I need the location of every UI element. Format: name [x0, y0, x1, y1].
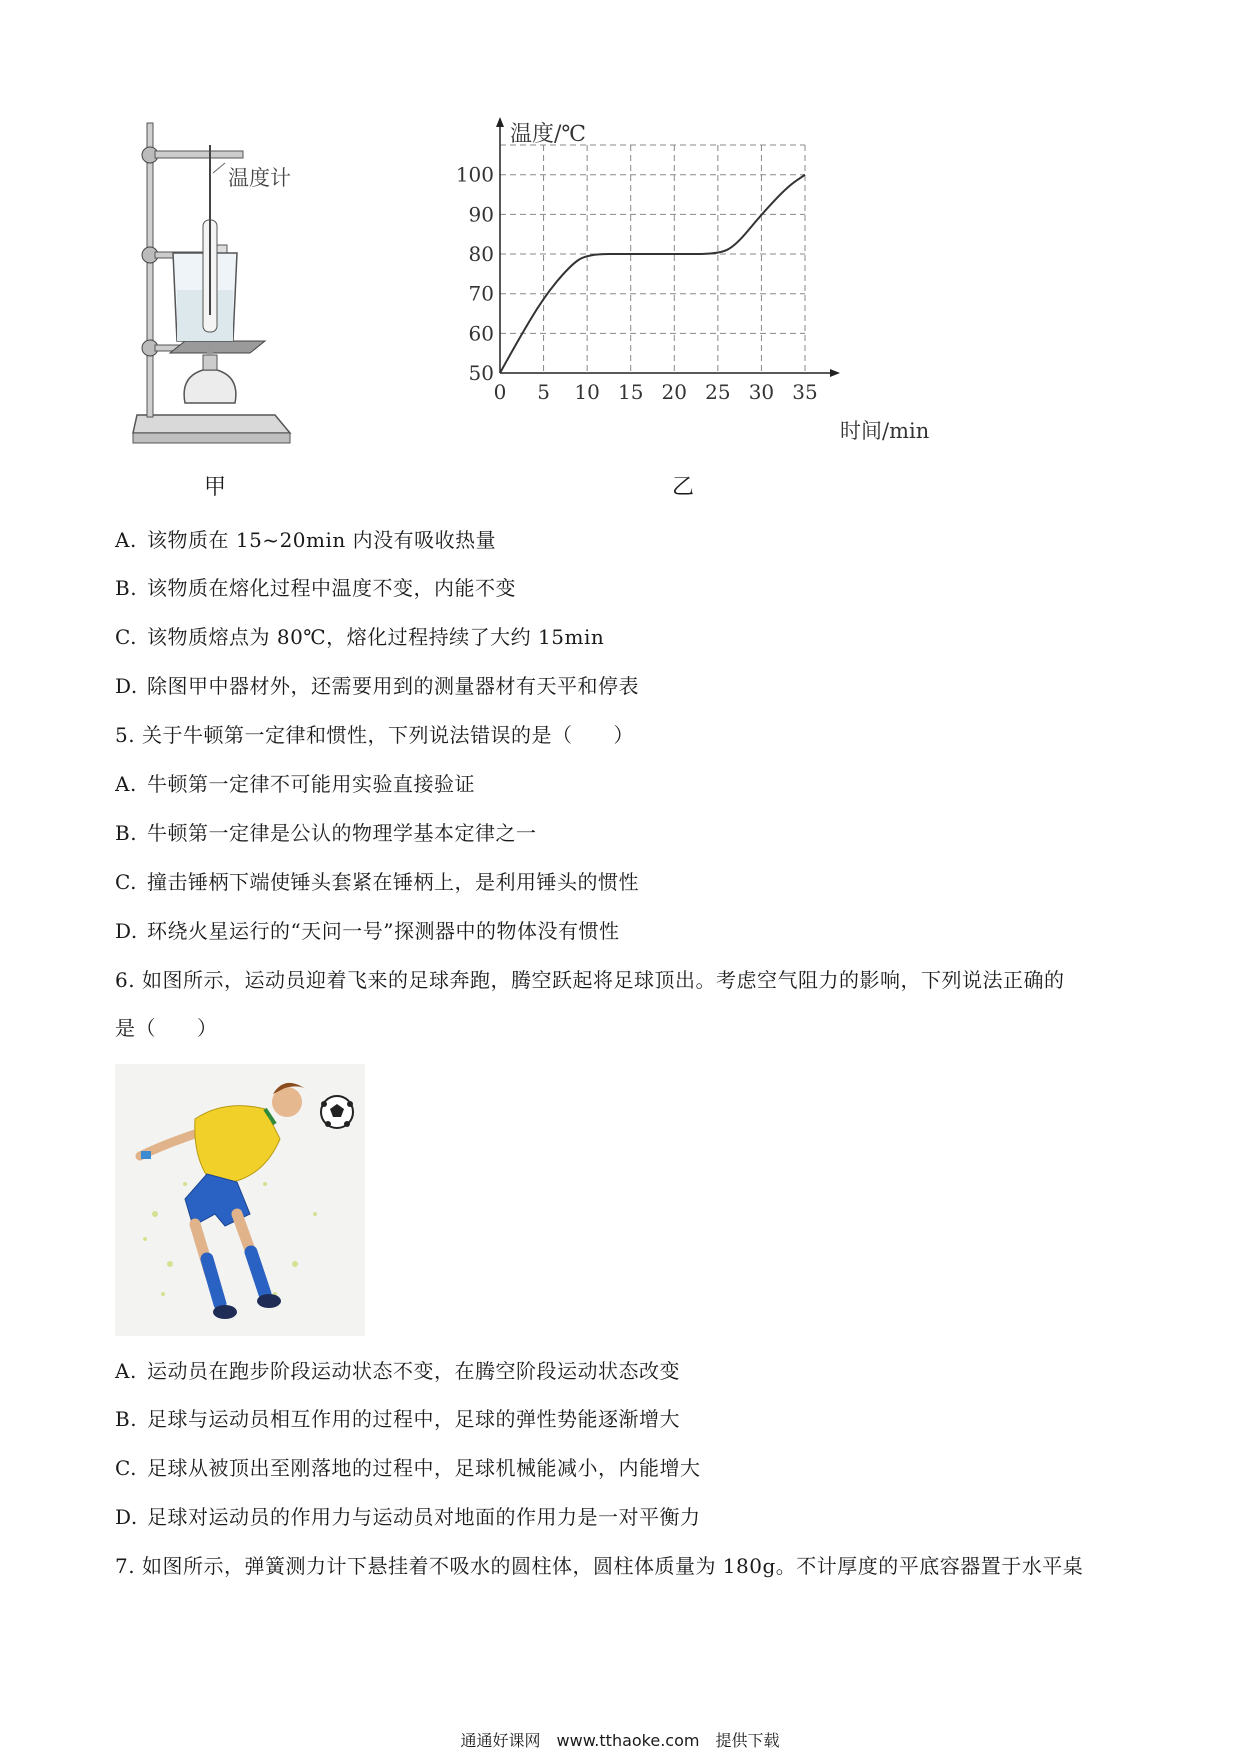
option-letter: A.: [115, 772, 137, 796]
q5-option-d: [115, 918, 619, 944]
chart-x-tick-label: 0: [493, 380, 507, 404]
option-text: 撞击锤柄下端使锤头套紧在锤柄上，是利用锤头的惯性: [147, 870, 639, 894]
thermometer-label: 温度计: [228, 166, 291, 190]
option-letter: A.: [115, 1359, 137, 1383]
page-footer: 通通好课网 www.tthaoke.com 提供下载: [460, 1731, 780, 1750]
q4-option-a: [115, 527, 496, 553]
q7-stem: 7. 如图所示，弹簧测力计下悬挂着不吸水的圆柱体，圆柱体质量为 180g。不计厚度的平底容器置于水平桌: [115, 1554, 1084, 1578]
chart-y-tick-label: 80: [468, 242, 494, 267]
chart-y-tick-label: 50: [468, 361, 494, 385]
option-text: 除图甲中器材外，还需要用到的测量器材有天平和停表: [147, 674, 639, 698]
chart-x-tick-label: 35: [792, 380, 818, 404]
q5-option-c: [115, 869, 639, 895]
q5-option-b: [115, 820, 537, 846]
chart-y-axis-arrow: [496, 117, 504, 127]
option-text: 该物质在 15~20min 内没有吸收热量: [147, 528, 497, 552]
q6-stem-line2: 是（ ）: [115, 1016, 218, 1040]
option-text: 足球从被顶出至刚落地的过程中，足球机械能减小，内能增大: [147, 1456, 701, 1480]
q4-option-c: [115, 624, 604, 650]
q6-option-a: [115, 1358, 680, 1384]
option-letter: D.: [115, 1505, 138, 1529]
chart-x-tick-label: 10: [574, 380, 600, 404]
soccer-player-image: [115, 1064, 365, 1336]
option-letter: A.: [115, 528, 137, 552]
option-text: 环绕火星运行的“天问一号”探测器中的物体没有惯性: [147, 919, 620, 943]
figure-jia-caption: 甲: [204, 475, 227, 500]
figure-yi-caption: 乙: [672, 475, 695, 500]
option-text: 该物质熔点为 80℃，熔化过程持续了大约 15min: [147, 625, 605, 649]
chart-y-axis-label: 温度/℃: [510, 122, 587, 147]
chart-x-tick-label: 25: [705, 380, 731, 404]
temperature-time-chart: [440, 115, 960, 465]
q6-option-c: [115, 1455, 701, 1481]
option-letter: B.: [115, 576, 138, 600]
q4-option-d: [115, 673, 639, 699]
chart-y-tick-label: 60: [468, 321, 494, 346]
q6-option-d: [115, 1504, 701, 1530]
chart-x-axis-arrow: [830, 369, 840, 377]
q6-stem-line1: 6. 如图所示，运动员迎着飞来的足球奔跑，腾空跃起将足球顶出。考虑空气阻力的影响，下列说法正确的: [115, 968, 1065, 992]
chart-series-line: [500, 175, 805, 373]
option-letter: B.: [115, 821, 138, 845]
chart-x-tick-label: 20: [661, 380, 688, 404]
q4-option-b: [115, 575, 516, 601]
option-text: 牛顿第一定律是公认的物理学基本定律之一: [147, 821, 537, 845]
option-letter: D.: [115, 919, 138, 943]
q5-option-a: [115, 771, 475, 797]
option-text: 该物质在熔化过程中温度不变，内能不变: [147, 576, 516, 600]
option-letter: D.: [115, 674, 138, 698]
chart-x-tick-label: 30: [748, 380, 775, 404]
option-letter: C.: [115, 1456, 137, 1480]
chart-x-axis-label: 时间/min: [840, 419, 930, 443]
option-text: 足球对运动员的作用力与运动员对地面的作用力是一对平衡力: [147, 1505, 701, 1529]
chart-x-tick-label: 15: [617, 380, 644, 404]
option-letter: B.: [115, 1407, 138, 1431]
option-text: 运动员在跑步阶段运动状态不变，在腾空阶段运动状态改变: [147, 1359, 680, 1383]
option-text: 牛顿第一定律不可能用实验直接验证: [147, 772, 475, 796]
option-letter: C.: [115, 870, 137, 894]
option-text: 足球与运动员相互作用的过程中，足球的弹性势能逐渐增大: [147, 1407, 680, 1431]
chart-y-tick-label: 70: [468, 281, 494, 306]
q6-option-b: [115, 1406, 680, 1432]
option-letter: C.: [115, 625, 137, 649]
chart-y-tick-label: 100: [455, 162, 494, 187]
chart-x-tick-label: 5: [537, 380, 550, 404]
q5-stem: 5. 关于牛顿第一定律和惯性，下列说法错误的是（ ）: [115, 723, 634, 747]
chart-y-tick-label: 90: [468, 202, 494, 227]
